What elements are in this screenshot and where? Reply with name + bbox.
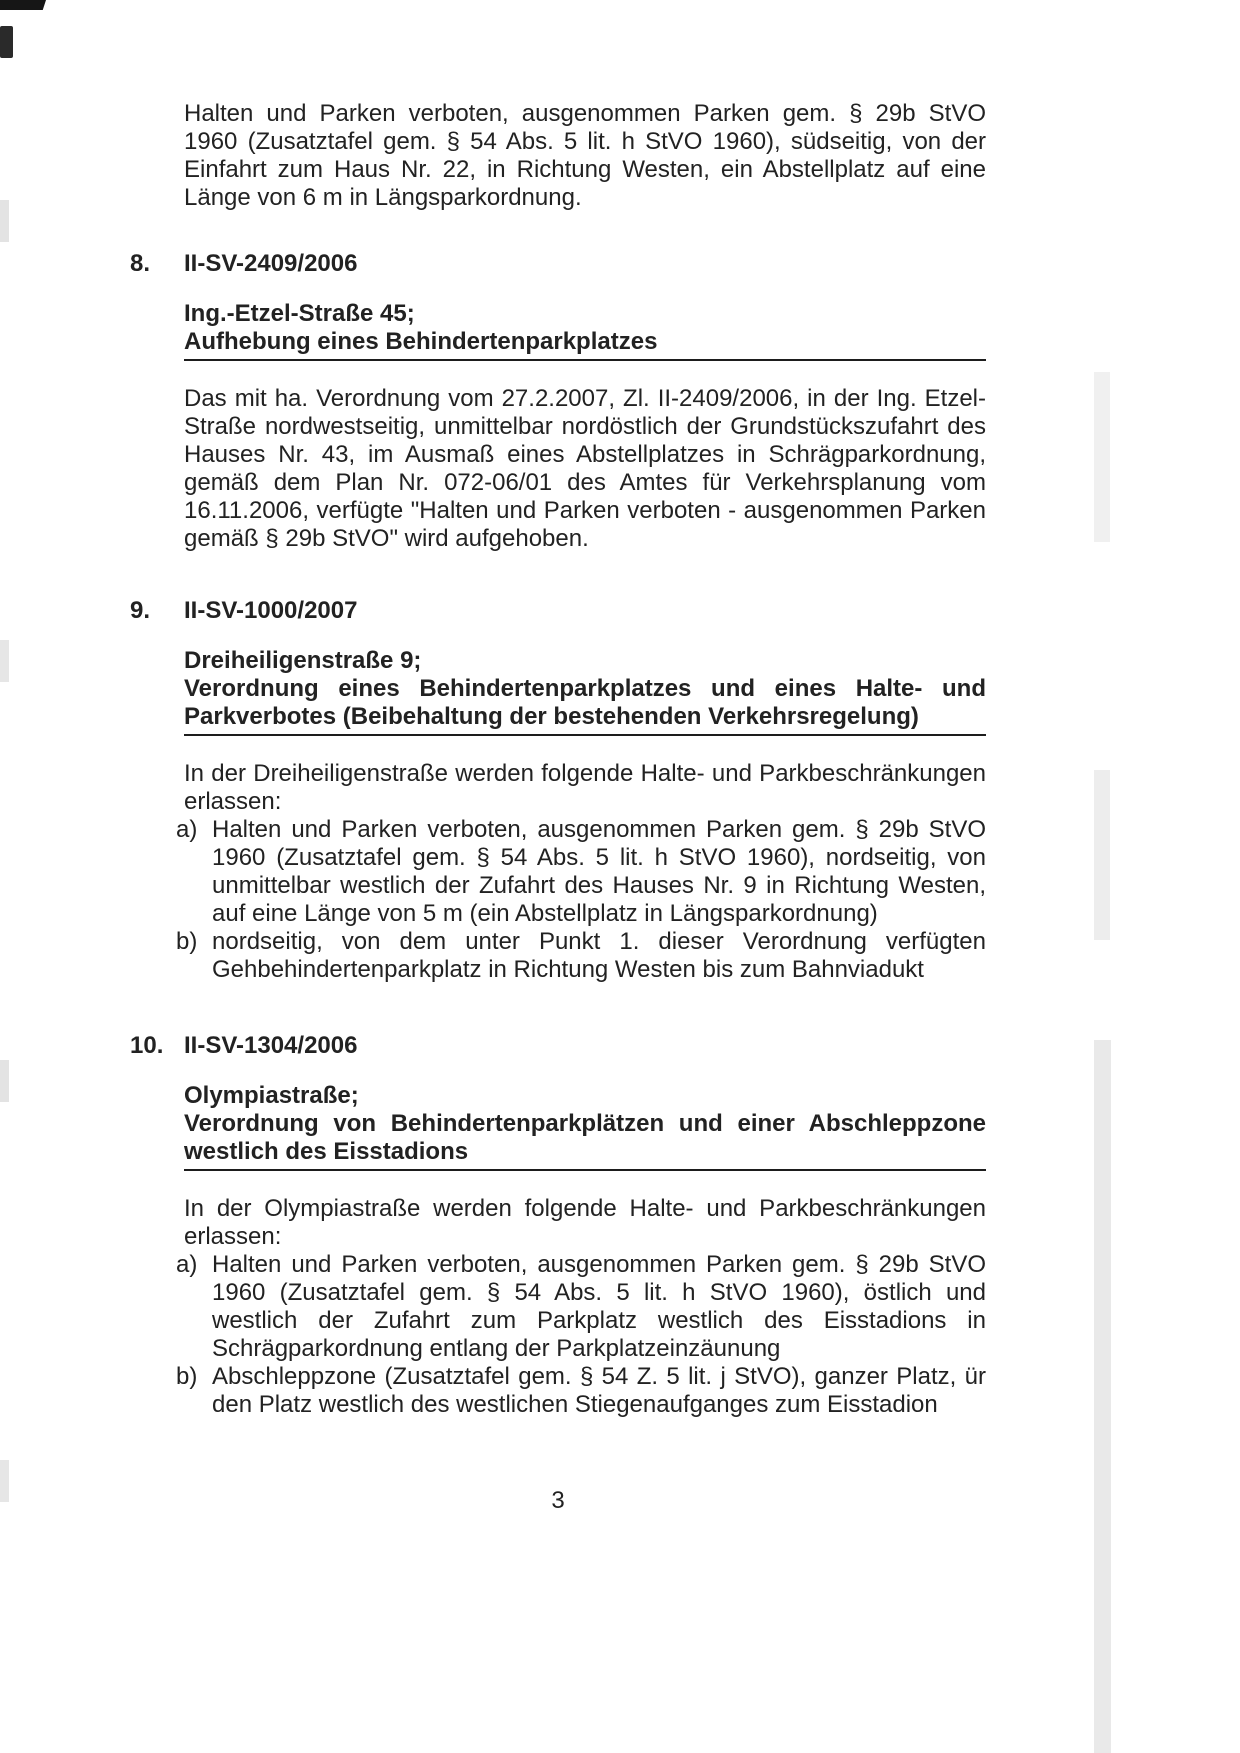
item-9: [130, 597, 986, 984]
item-reference: II-SV-1000/2007: [184, 597, 358, 624]
list-item-text: Halten und Parken verboten, ausgenommen Parken gem. § 29b StVO 1960 (Zusatztafel gem. § 54 Abs. 5 lit. h StVO 1960), östlich und westlich der Zufahrt zum Parkplatz westlich des Eisstadions in Schrägparkordnung entlang der Parkplatzeinzäunung: [212, 1251, 986, 1362]
scan-artifact-corner: [0, 26, 13, 58]
scan-artifact-band: [1094, 1040, 1111, 1753]
item-number: 9.: [130, 597, 151, 624]
scan-artifact-band: [1094, 372, 1110, 542]
list-item: [176, 816, 986, 928]
heading-line: Aufhebung eines Behindertenparkplatzes: [184, 328, 658, 355]
scan-artifact-tick: [0, 1460, 9, 1502]
scan-artifact-tick: [0, 1060, 9, 1102]
item-reference: II-SV-2409/2006: [184, 250, 358, 277]
scan-artifact-tick: [0, 640, 9, 682]
item-8-body: Das mit ha. Verordnung vom 27.2.2007, Zl. II-2409/2006, in der Ing. Etzel-Straße nordwestseitig, unmittelbar nordöstlich der Grundstückszufahrt des Hauses Nr. 43, im Ausmaß eines Abstellplatzes in Schrägparkordnung, gemäß dem Plan Nr. 072-06/01 des Amtes für Verkehrsplanung vom 16.11.2006, verfügte "Halten und Parken verboten - ausgenommen Parken gemäß § 29b StVO" wird aufgehoben.: [184, 385, 986, 552]
list-item-text: Halten und Parken verboten, ausgenommen Parken gem. § 29b StVO 1960 (Zusatztafel gem. § 54 Abs. 5 lit. h StVO 1960), nordseitig, von unmittelbar westlich der Zufahrt des Hauses Nr. 9 in Richtung Westen, auf eine Länge von 5 m (ein Abstellplatz in Längsparkordnung): [212, 816, 986, 927]
item-number: 8.: [130, 250, 151, 277]
item-9-heading: [184, 647, 986, 736]
item-10-head: [130, 1032, 986, 1060]
item-number: 10.: [130, 1032, 164, 1059]
list-item-text: nordseitig, von dem unter Punkt 1. dieser Verordnung verfügten Gehbehindertenparkplatz in Richtung Westen bis zum Bahnviadukt: [212, 928, 986, 983]
list-item: [176, 1251, 986, 1363]
item-10-heading: [184, 1082, 986, 1171]
item-9-intro: In der Dreiheiligenstraße werden folgende Halte- und Parkbeschränkungen erlassen:: [184, 760, 986, 815]
item-10: [130, 1032, 986, 1419]
intro-paragraph: Halten und Parken verboten, ausgenommen Parken gem. § 29b StVO 1960 (Zusatztafel gem. § 54 Abs. 5 lit. h StVO 1960), südseitig, von der Einfahrt zum Haus Nr. 22, in Richtung Westen, ein Abstellplatz auf eine Länge von 6 m in Längsparkordnung.: [184, 100, 986, 211]
item-10-list: [176, 1251, 986, 1419]
scan-artifact-tick: [0, 200, 9, 242]
item-9-list: [176, 816, 986, 984]
list-item-label: b): [176, 928, 198, 955]
item-8: [130, 250, 986, 553]
list-item-label: a): [176, 816, 198, 843]
heading-line: westlich des Eisstadions: [184, 1138, 469, 1165]
list-item: [176, 928, 986, 984]
page-number: 3: [551, 1487, 565, 1514]
heading-line: Verordnung von Behindertenparkplätzen und einer Abschleppzone: [184, 1110, 986, 1137]
item-8-head: [130, 250, 986, 278]
document-content: [130, 0, 986, 1419]
item-9-head: [130, 597, 986, 625]
list-item-label: b): [176, 1363, 198, 1390]
item-10-intro: In der Olympiastraße werden folgende Halte- und Parkbeschränkungen erlassen:: [184, 1195, 986, 1250]
list-item-text: Abschleppzone (Zusatztafel gem. § 54 Z. 5 lit. j StVO), ganzer Platz, ür den Platz westlich des westlichen Stiegenaufganges zum Eisstadion: [212, 1363, 986, 1418]
scan-artifact-corner: [0, 0, 46, 10]
list-item: [176, 1363, 986, 1419]
heading-line: Olympiastraße;: [184, 1082, 359, 1109]
heading-line: Ing.-Etzel-Straße 45;: [184, 300, 415, 327]
item-reference: II-SV-1304/2006: [184, 1032, 358, 1059]
scan-artifact-band: [1094, 770, 1110, 940]
heading-line: Dreiheiligenstraße 9;: [184, 647, 422, 674]
item-8-heading: [184, 300, 986, 361]
heading-line: Verordnung eines Behindertenparkplatzes und eines Halte- und: [184, 675, 986, 702]
list-item-label: a): [176, 1251, 198, 1278]
heading-line: Parkverbotes (Beibehaltung der bestehenden Verkehrsregelung): [184, 703, 919, 730]
